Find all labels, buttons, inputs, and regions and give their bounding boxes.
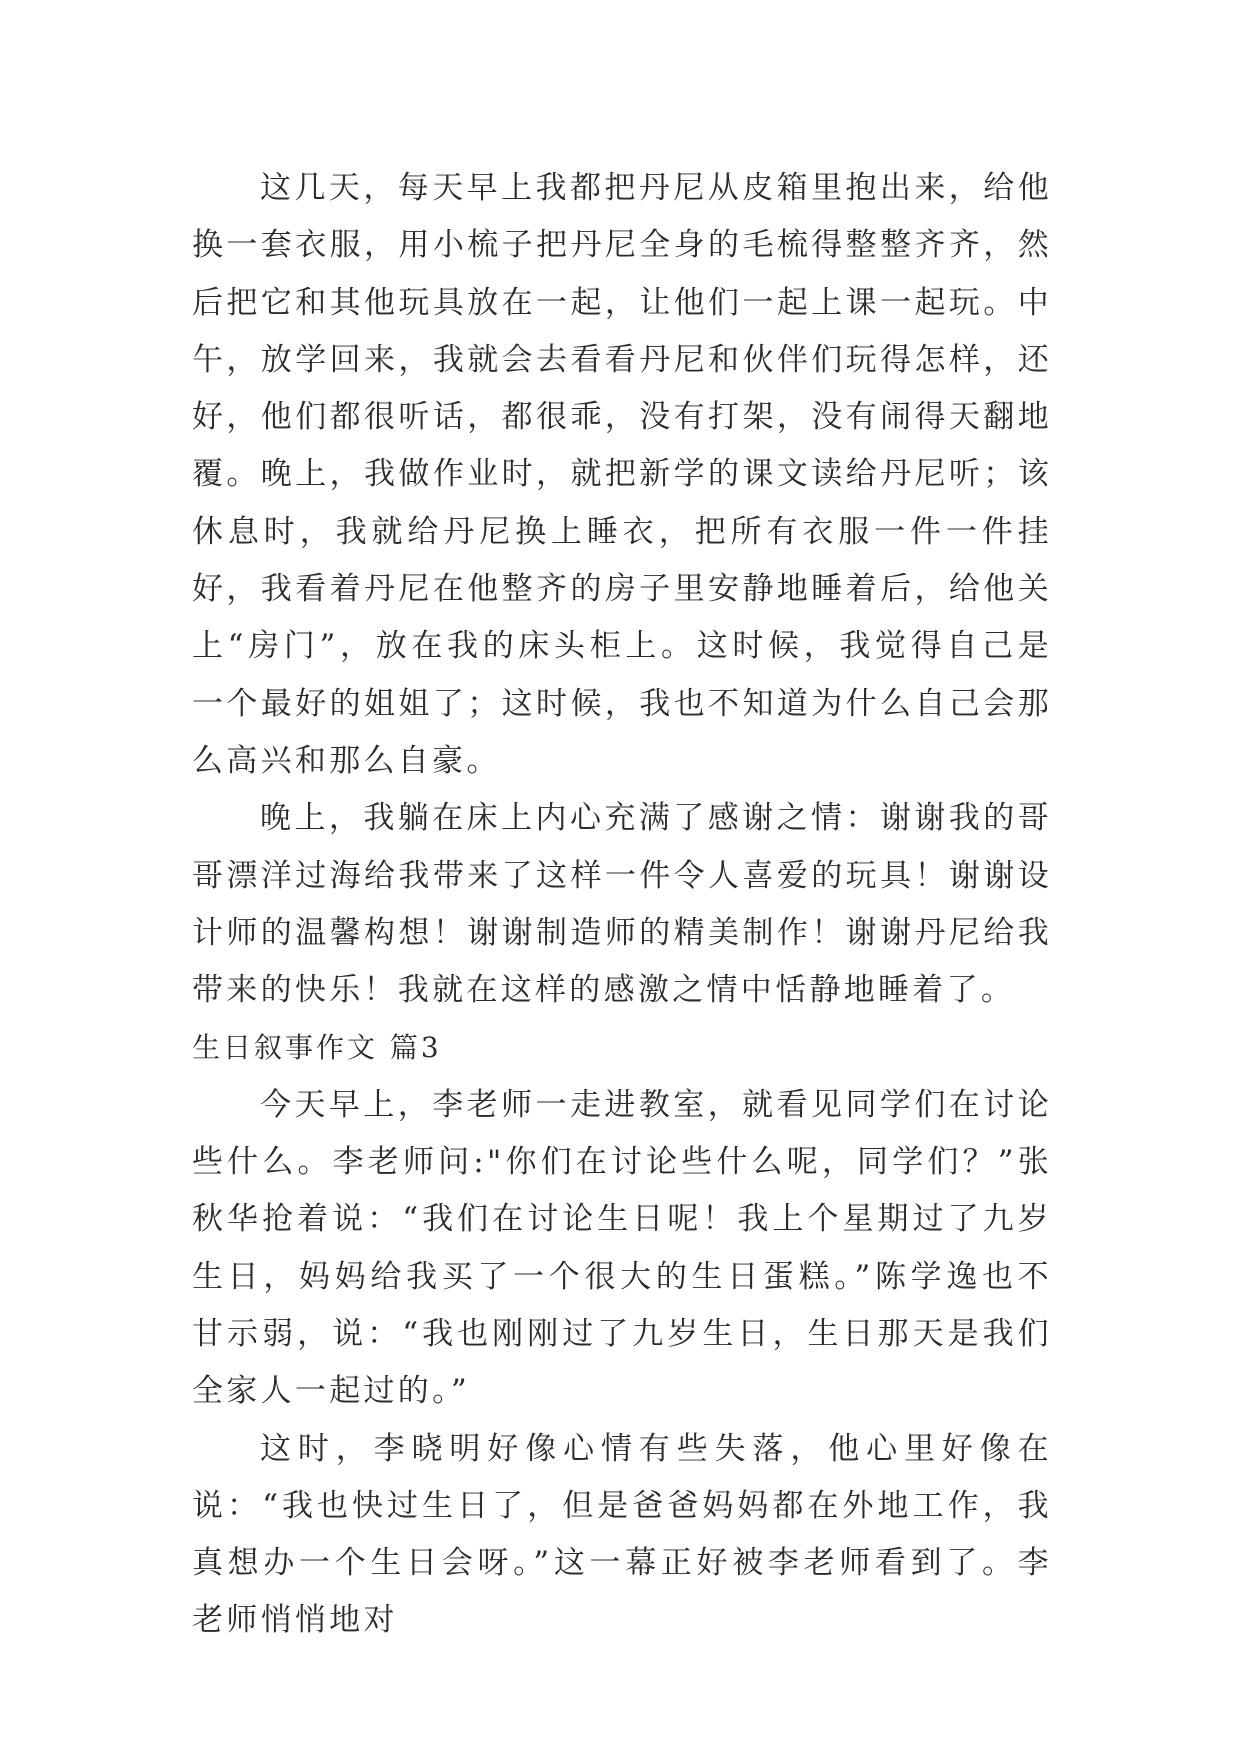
document-page (192, 160, 1052, 1650)
paragraph-gratitude: 晚上，我躺在床上内心充满了感谢之情：谢谢我的哥哥漂洋过海给我带来了这样一件令人喜爱的玩具！谢谢设计师的温馨构想！谢谢制造师的精美制作！谢谢丹尼给我带来的快乐！我就在这样的感激之情中恬静地睡着了。 (192, 800, 1052, 1009)
paragraph-li-xiaoming: 这时，李晓明好像心情有些失落，他心里好像在说：“我也快过生日了，但是爸爸妈妈都在外地工作，我真想办一个生日会呀。”这一幕正好被李老师看到了。李老师悄悄地对 (192, 1430, 1052, 1639)
section-heading: 生日叙事作文 篇3 (192, 1031, 442, 1065)
paragraph-classroom-discussion: 今天早上，李老师一走进教室，就看见同学们在讨论些什么。李老师问:"你们在讨论些什么呢，同学们？”张秋华抢着说：“我们在讨论生日呢！我上个星期过了九岁生日，妈妈给我买了一个很大的生日蛋糕。”陈学逸也不甘示弱，说：“我也刚刚过了九岁生日，生日那天是我们全家人一起过的。” (192, 1086, 1052, 1410)
paragraph-danny-daily: 这几天，每天早上我都把丹尼从皮箱里抱出来，给他换一套衣服，用小梳子把丹尼全身的毛梳得整整齐齐，然后把它和其他玩具放在一起，让他们一起上课一起玩。中午，放学回来，我就会去看看丹尼和伙伴们玩得怎样，还好，他们都很听话，都很乖，没有打架，没有闹得天翻地覆。晚上，我做作业时，就把新学的课文读给丹尼听；该休息时，我就给丹尼换上睡衣，把所有衣服一件一件挂好，我看着丹尼在他整齐的房子里安静地睡着后，给他关上“房门”，放在我的床头柜上。这时候，我觉得自己是一个最好的姐姐了；这时候，我也不知道为什么自己会那么高兴和那么自豪。 (192, 170, 1052, 779)
